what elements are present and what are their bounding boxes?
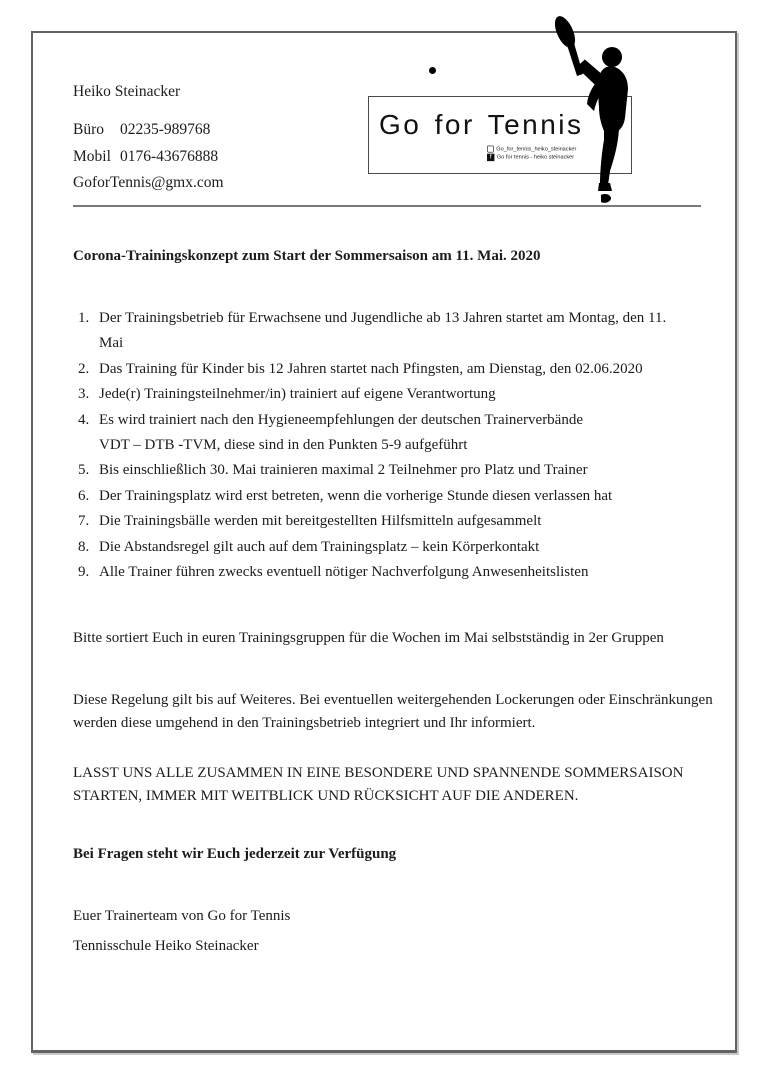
- paragraph-season-appeal: LASST UNS ALLE ZUSAMMEN IN EINE BESONDERE UND SPANNENDE SOMMERSAISON STARTEN, IMMER MIT WEITBLICK UND RÜCKSICHT AUF DIE ANDEREN.: [73, 765, 684, 804]
- list-item: [73, 306, 745, 357]
- paragraph-questions: Bei Fragen steht wir Euch jederzeit zur Verfügung: [73, 846, 397, 862]
- list-item: [73, 458, 745, 483]
- document-heading: Corona-Trainingskonzept zum Start der Sommersaison am 11. Mai. 2020: [73, 248, 541, 264]
- list-item: [73, 408, 745, 459]
- contact-email: GoforTennis@gmx.com: [73, 174, 224, 191]
- list-number: 7.: [78, 513, 90, 530]
- signature-team: Euer Trainerteam von Go for Tennis: [73, 908, 291, 924]
- signature-school: Tennisschule Heiko Steinacker: [73, 938, 259, 954]
- list-item: [73, 357, 745, 382]
- list-item: [73, 382, 745, 407]
- paragraph-groups: Bitte sortiert Euch in euren Trainingsgruppen für die Wochen im Mai selbstständig in 2er Gruppen: [73, 630, 664, 646]
- contact-value-mobile: 0176-43676888: [120, 148, 219, 165]
- contact-phone-office: [73, 121, 224, 139]
- tennis-ball-icon: [429, 67, 436, 74]
- contact-block: [73, 83, 224, 192]
- list-number: 6.: [78, 487, 90, 504]
- list-text: Mai: [99, 335, 124, 352]
- list-number: 1.: [78, 310, 90, 326]
- list-text: Der Trainingsbetrieb für Erwachsene und Jugendliche ab 13 Jahren startet am Montag, den 11.: [99, 310, 667, 326]
- contact-phone-mobile: [73, 148, 224, 166]
- list-text: Der Trainingsplatz wird erst betreten, wenn die vorherige Stunde diesen verlassen hat: [99, 487, 613, 504]
- list-text: Jede(r) Trainingsteilnehmer/in) trainiert auf eigene Verantwortung: [99, 386, 496, 403]
- list-item: [73, 484, 745, 509]
- list-number: 5.: [78, 462, 90, 479]
- list-text: Alle Trainer führen zwecks eventuell nötiger Nachverfolgung Anwesenheitslisten: [99, 564, 589, 581]
- tennis-player-silhouette-icon: [548, 12, 640, 204]
- list-number: 9.: [78, 564, 90, 581]
- list-text: Das Training für Kinder bis 12 Jahren startet nach Pfingsten, am Dienstag, den 02.06.2020: [99, 360, 643, 377]
- instagram-icon: [487, 146, 494, 153]
- list-item: [73, 560, 745, 585]
- facebook-icon: f: [487, 153, 494, 160]
- rules-list: [73, 306, 745, 585]
- list-text: Es wird trainiert nach den Hygieneempfehlungen der deutschen Trainerverbände: [99, 411, 583, 428]
- instagram-handle: Go_for_tennis_heiko_steinacker: [496, 145, 577, 152]
- header-divider: [73, 205, 701, 207]
- facebook-handle: Go for tennis - heiko steinacker: [496, 153, 575, 160]
- contact-name: Heiko Steinacker: [73, 83, 181, 100]
- list-item: [73, 509, 745, 534]
- list-text: Bis einschließlich 30. Mai trainieren maximal 2 Teilnehmer pro Platz und Trainer: [99, 462, 588, 479]
- list-text: Die Trainingsbälle werden mit bereitgestellten Hilfsmitteln aufgesammelt: [99, 513, 542, 530]
- list-number: 2.: [78, 360, 90, 377]
- list-item: [73, 535, 745, 560]
- list-number: 4.: [78, 411, 90, 428]
- paragraph-regulation: Diese Regelung gilt bis auf Weiteres. Bei eventuellen weitergehenden Lockerungen oder Einschränkungen werden diese umgehend in den Trainingsbetrieb integriert und Ihr informiert.: [73, 692, 713, 731]
- list-text: VDT – DTB -TVM, diese sind in den Punkten 5-9 aufgeführt: [99, 437, 468, 454]
- contact-label-office: Büro: [73, 121, 104, 138]
- list-number: 8.: [78, 538, 90, 555]
- contact-value-office: 02235-989768: [120, 121, 211, 138]
- logo-title: Go for Tennis: [379, 109, 584, 140]
- list-text: Die Abstandsregel gilt auch auf dem Trainingsplatz – kein Körperkontakt: [99, 538, 540, 555]
- list-number: 3.: [78, 386, 90, 403]
- contact-label-mobile: Mobil: [73, 148, 111, 165]
